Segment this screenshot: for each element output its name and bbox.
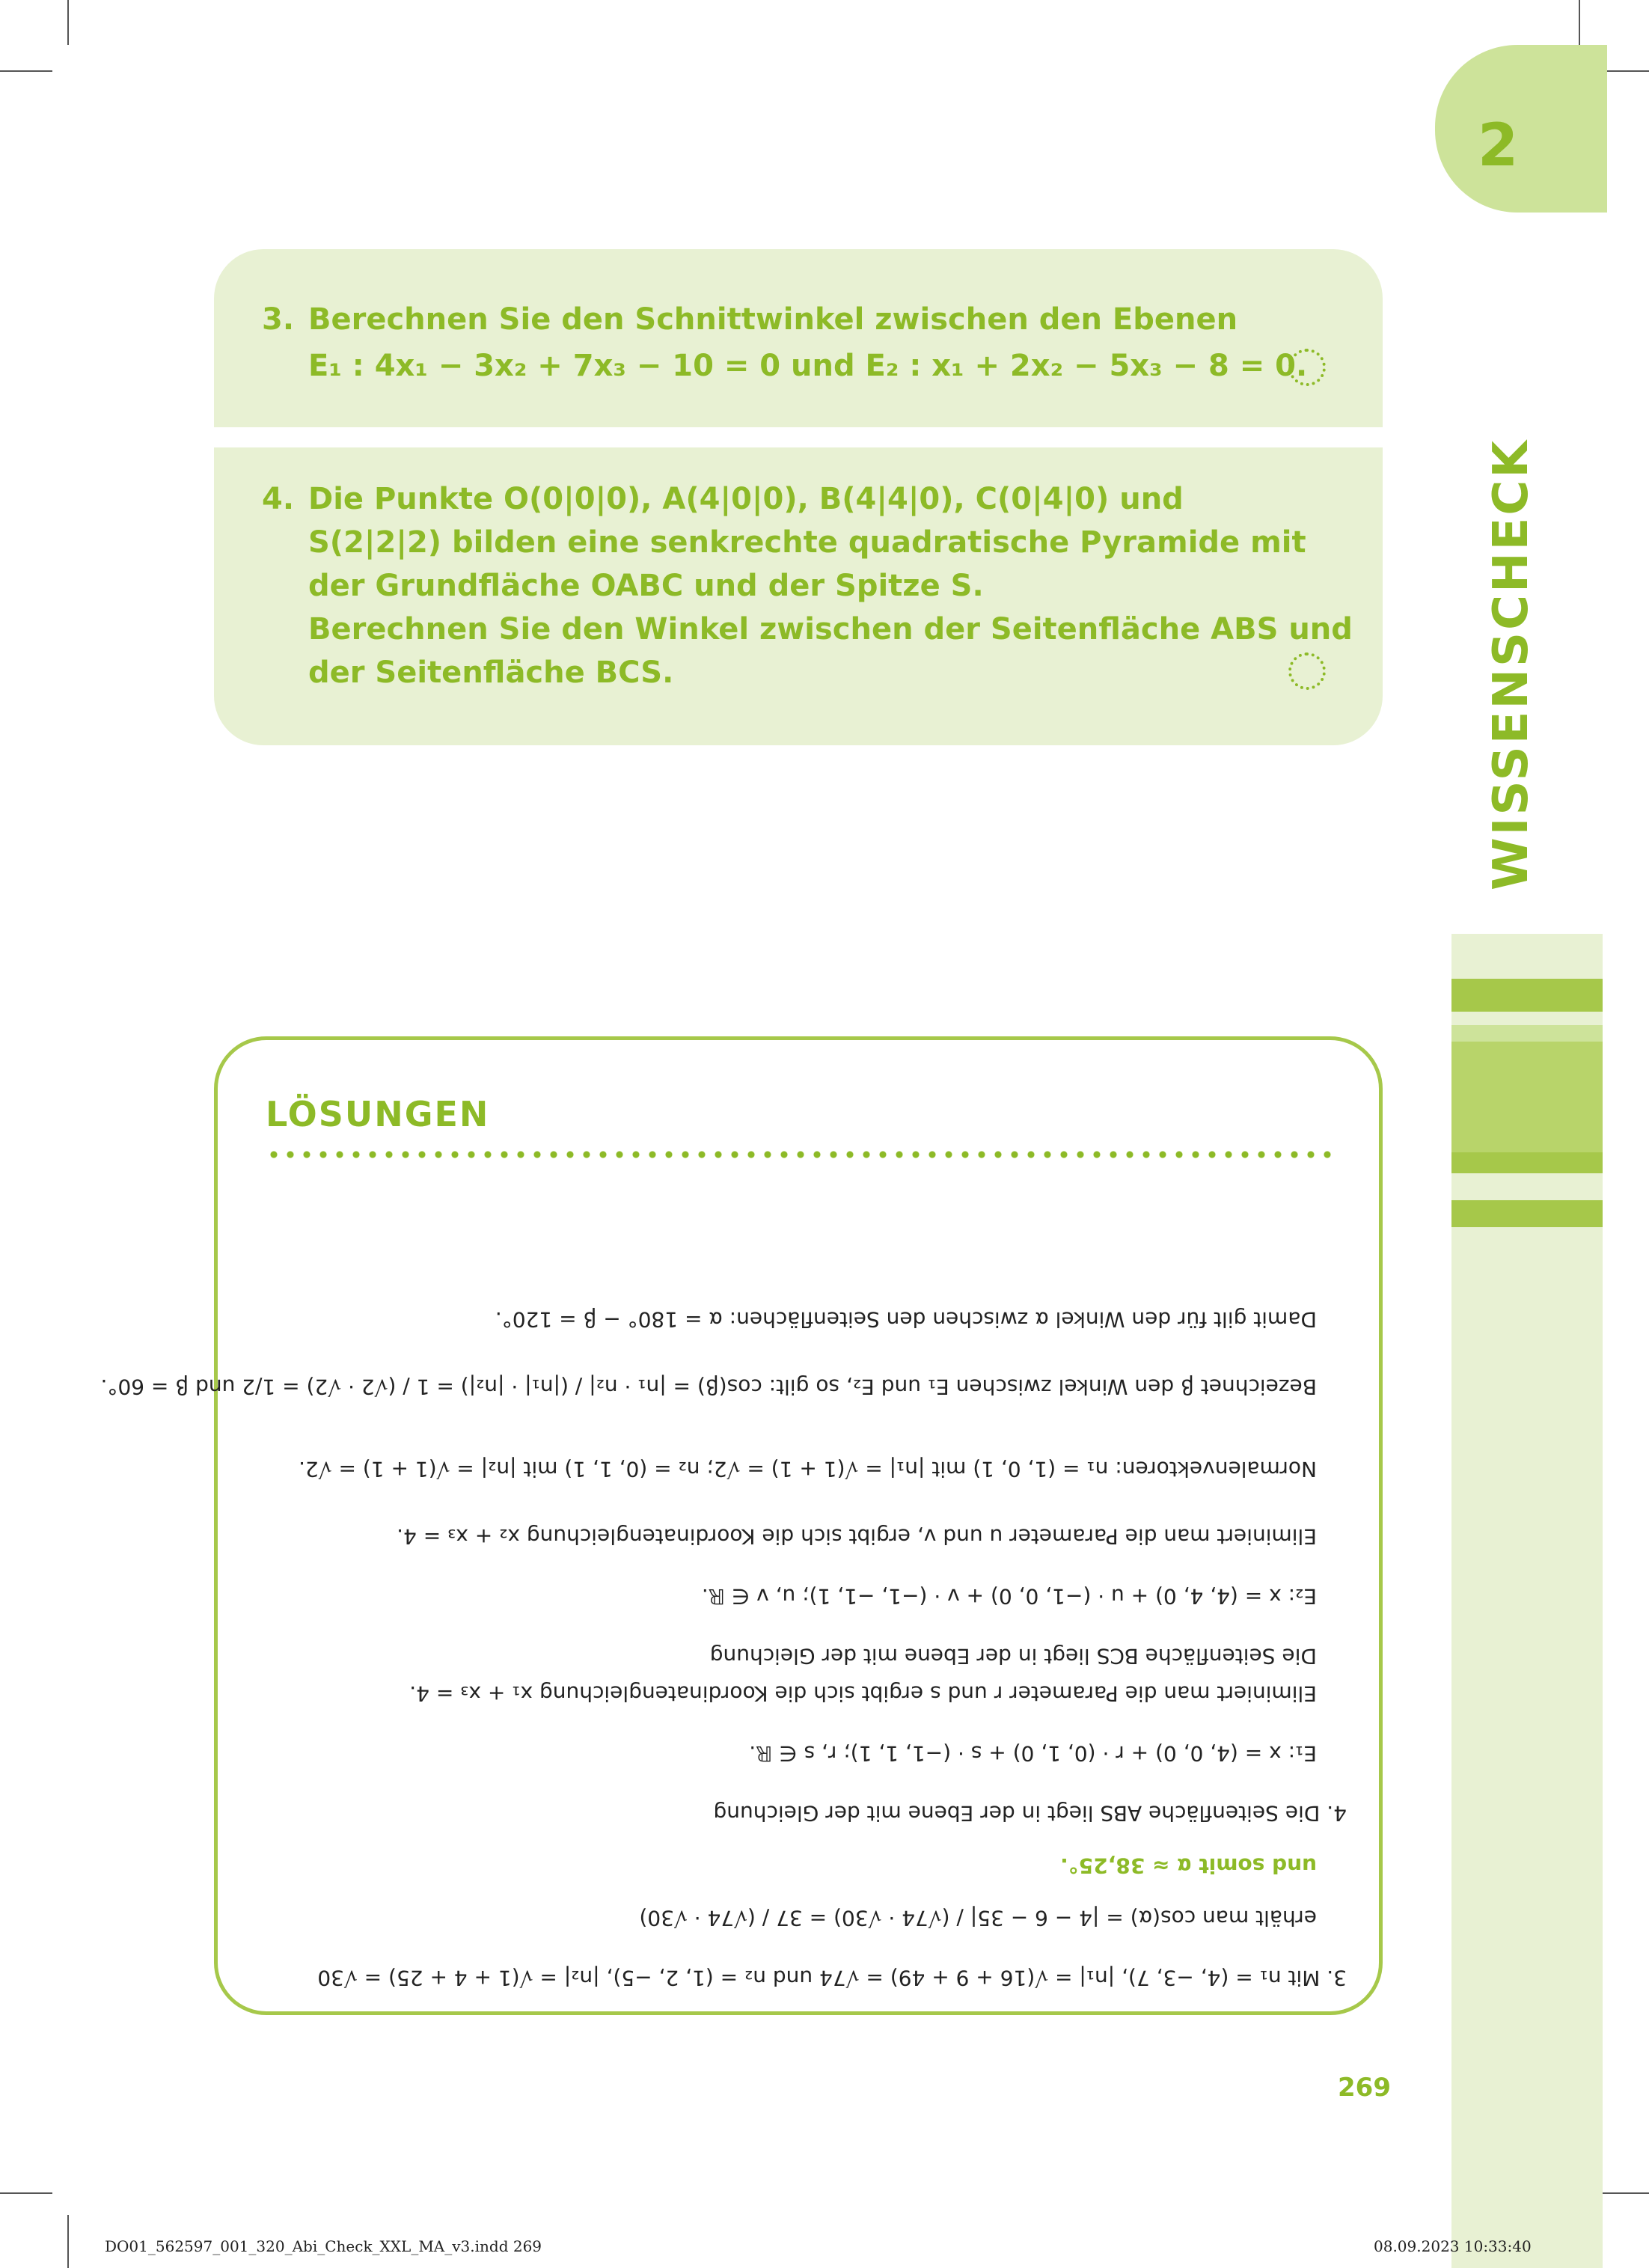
task-3-box xyxy=(214,249,1383,427)
side-stripe xyxy=(1451,1152,1603,1173)
task-3-number: 3. xyxy=(262,302,295,337)
side-stripe xyxy=(1451,1012,1603,1025)
solution-line: 3. Mit n₁ = (4, −3, 7), |n₁| = √(16 + 9 + 49) = √74 und n₂ = (1, 2, −5), |n₂| = √(1 + 4 + 25) = √30 xyxy=(317,1966,1347,1990)
footer-file: DO01_562597_001_320_Abi_Check_XXL_MA_v3.indd 269 xyxy=(105,2237,542,2255)
task-3-equations: E₁ : 4x₁ − 3x₂ + 7x₃ − 10 = 0 und E₂ : x₁ + 2x₂ − 5x₃ − 8 = 0. xyxy=(308,349,1308,383)
task-4-line: Berechnen Sie den Winkel zwischen der Seitenfläche ABS und xyxy=(308,612,1353,647)
side-stripe xyxy=(1451,1025,1603,1042)
solution-line: Bezeichnet β den Winkel zwischen E₁ und E₂, so gilt: cos(β) = |n₁ · n₂| / (|n₁| · |n₂|) = 1 / (√2 · √2) = 1/2 und β = 60°. xyxy=(100,1375,1317,1399)
side-stripe xyxy=(1451,1227,1603,1248)
side-stripe xyxy=(1451,934,1603,979)
task-4-line: Die Punkte O(0|0|0), A(4|0|0), B(4|4|0), C(0|4|0) und xyxy=(308,482,1184,516)
solution-line: Normalenvektoren: n₁ = (1, 0, 1) mit |n₁| = √(1 + 1) = √2; n₂ = (0, 1, 1) mit |n₂| = √(1 + 1) = √2. xyxy=(299,1457,1317,1482)
task-4-number: 4. xyxy=(262,482,295,516)
side-stripe xyxy=(1451,1200,1603,1227)
solution-line: E₁: x = (4, 0, 0) + r · (0, 1, 0) + s · (−1, 1, 1); r, s ∈ ℝ. xyxy=(749,1741,1317,1766)
side-stripe xyxy=(1451,1042,1603,1152)
solution-line: Die Seitenfläche BCS liegt in der Ebene mit der Gleichung xyxy=(709,1644,1317,1669)
solutions-upside-down xyxy=(100,1182,1347,1990)
solution-line: E₂: x = (4, 4, 0) + u · (−1, 0, 0) + v · (−1, −1, 1); u, v ∈ ℝ. xyxy=(701,1584,1317,1609)
side-stripe xyxy=(1451,1173,1603,1200)
crop-mark xyxy=(67,2215,69,2268)
solution-result: Damit gilt für den Winkel α zwischen den Seitenflächen: α = 180° − β = 120°. xyxy=(495,1307,1317,1332)
chapter-number: 2 xyxy=(1478,112,1519,180)
checkbox-circle[interactable] xyxy=(1288,349,1326,386)
task-3-line: Berechnen Sie den Schnittwinkel zwischen den Ebenen xyxy=(308,302,1238,337)
side-stripe xyxy=(1451,1248,1603,2268)
solution-line: erhält man cos(α) = |4 − 6 − 35| / (√74 · √30) = 37 / (√74 · √30) xyxy=(639,1906,1317,1931)
footer-timestamp: 08.09.2023 10:33:40 xyxy=(1374,2237,1532,2255)
side-stripe xyxy=(1451,979,1603,1012)
crop-mark xyxy=(0,2192,52,2194)
solutions-title: LÖSUNGEN xyxy=(266,1094,490,1134)
dotted-divider xyxy=(266,1151,1336,1158)
crop-mark xyxy=(67,0,69,45)
solution-line: 4. Die Seitenfläche ABS liegt in der Ebene mit der Gleichung xyxy=(713,1801,1347,1826)
solution-line: Eliminiert man die Parameter r und s ergibt sich die Koordinatengleichung x₁ + x₃ = 4. xyxy=(409,1681,1317,1706)
chapter-tab xyxy=(1435,45,1607,213)
crop-mark xyxy=(1579,0,1580,45)
solution-result: und somit α ≈ 38,25°. xyxy=(1060,1853,1317,1878)
side-title-text: WISSENSCHECK xyxy=(1484,438,1539,890)
checkbox-circle[interactable] xyxy=(1288,652,1326,690)
task-4-line: der Seitenfläche BCS. xyxy=(308,655,674,690)
page-number: 269 xyxy=(1338,2073,1391,2103)
task-4-line: der Grundfläche OABC und der Spitze S. xyxy=(308,569,984,603)
side-title xyxy=(1484,438,1539,890)
task-4-line: S(2|2|2) bilden eine senkrechte quadratische Pyramide mit xyxy=(308,525,1306,560)
crop-mark xyxy=(0,70,52,72)
solution-line: Eliminiert man die Parameter u und v, ergibt sich die Koordinatengleichung x₂ + x₃ = 4. xyxy=(397,1524,1317,1549)
